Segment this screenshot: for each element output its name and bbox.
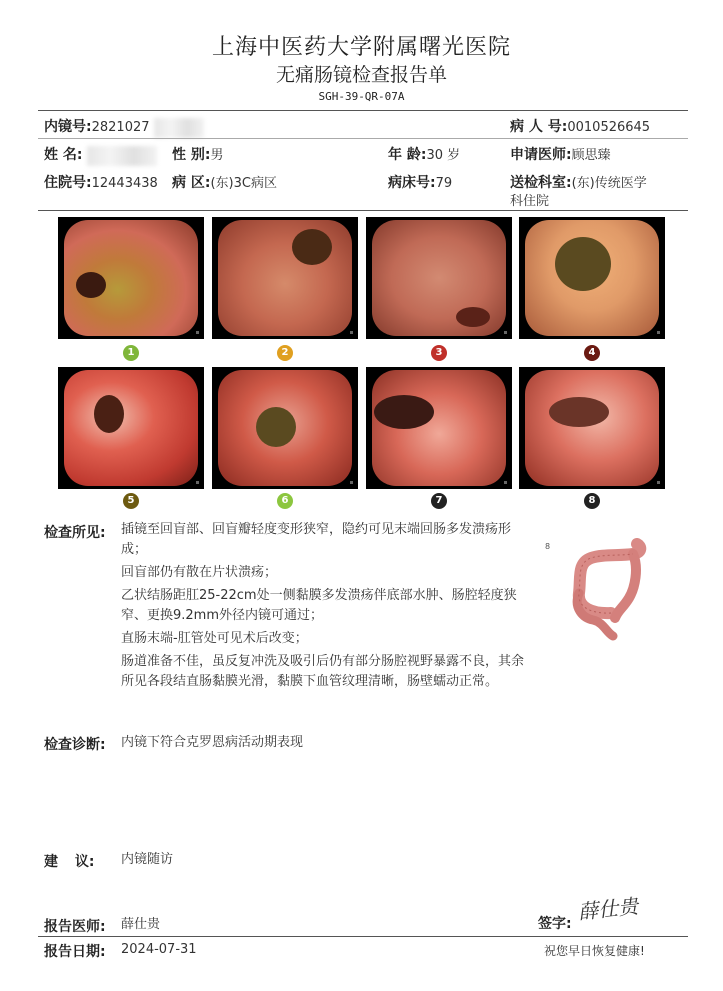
wish-text: 祝您早日恢复健康! [544,944,645,958]
image-number-2: 2 [277,345,293,361]
requesting-doctor-label: 申请医师: [510,147,572,163]
name-redacted [87,146,157,166]
form-code: SGH-39-QR-07A [318,90,405,103]
bed-field [388,172,452,192]
bed: 79 [435,176,453,191]
image-number-3: 3 [431,345,447,361]
report-date: 2024-07-31 [121,942,197,957]
finding-line: 肠道准备不佳，虽反复冲洗及吸引后仍有部分肠腔视野暴露不良，其余所见各段结直肠黏膜光滑，黏膜下血管纹理清晰，肠壁蠕动正常。 [121,654,525,689]
report-date-label: 报告日期: [44,944,106,960]
redaction-blur [154,118,204,138]
endoscopy-image-3 [366,217,512,339]
endoscopy-no: 2821027 [91,120,150,135]
image-number-7: 7 [431,493,447,509]
endoscopy-image-8 [519,367,665,489]
endoscopy-image-7 [366,367,512,489]
finding-line: 乙状结肠距肛25-22cm处一侧黏膜多发溃疡伴底部水肿、肠腔轻度狭窄、更换9.2mm外径内镜可通过； [121,588,517,623]
advice-text: 内镜随访 [121,852,174,867]
sex-label: 性 别: [172,147,211,163]
signature-label: 签字: [538,916,572,932]
bed-label: 病床号: [388,175,436,191]
admission-no: 12443438 [91,176,158,191]
info-divider [38,138,688,139]
ward-field [172,172,277,192]
sex: 男 [210,148,224,163]
report-title: 无痛肠镜检查报告单 [275,64,447,86]
image-number-8: 8 [584,493,600,509]
finding-line: 回盲部仍有散在片状溃疡； [121,565,278,580]
findings-text [121,520,531,695]
image-number-5: 5 [123,493,139,509]
age: 30 岁 [426,148,461,163]
age-label: 年 龄: [388,147,427,163]
report-doctor: 薛仕贵 [121,917,161,932]
endoscopy-image-4 [519,217,665,339]
requesting-doctor-field [510,144,611,164]
findings-label: 检查所见: [44,525,106,541]
finding-line: 插镜至回盲部、回盲瓣轻度变形狭窄，隐约可见末端回肠多发溃疡形成； [121,522,512,557]
ward: (东)3C病区 [210,176,277,191]
image-number-6: 6 [277,493,293,509]
patient-id: 0010526645 [567,120,651,135]
patient-id-label: 病 人 号: [510,119,568,135]
age-field [388,144,460,164]
patient-id-field [510,116,650,136]
finding-line: 直肠末端-肛管处可见术后改变； [121,631,308,646]
admission-no-field [44,172,158,192]
dept-line1: (东)传统医学 [571,176,647,191]
colon-figure-label: 8 [545,542,551,551]
ward-label: 病 区: [172,175,211,191]
endoscopy-image-5 [58,367,204,489]
image-number-4: 4 [584,345,600,361]
endoscopy-image-6 [212,367,358,489]
name-label: 姓 名: [44,147,83,163]
colon-diagram-icon [563,538,653,643]
diagnosis-text: 内镜下符合克罗恩病活动期表现 [121,735,304,750]
signature: 薛仕贵 [577,893,640,925]
report-doctor-label: 报告医师: [44,919,106,935]
endoscopy-image-1 [58,217,204,339]
endoscopy-no-field [44,116,204,138]
dept-line2-text: 科住院 [510,194,550,209]
name-field [44,144,157,166]
header-divider [38,110,688,111]
advice-label: 建 议: [44,854,95,870]
image-number-1: 1 [123,345,139,361]
info-bottom-divider [38,210,688,211]
endoscopy-image-2 [212,217,358,339]
dept-field [510,172,647,192]
endoscopy-no-label: 内镜号: [44,119,92,135]
footer-divider [38,936,688,937]
admission-no-label: 住院号: [44,175,92,191]
dept-line2 [510,190,549,209]
sex-field [172,144,224,164]
diagnosis-label: 检查诊断: [44,737,106,753]
hospital-name: 上海中医药大学附属曙光医院 [211,35,511,60]
requesting-doctor: 顾思臻 [571,148,611,163]
dept-label: 送检科室: [510,175,572,191]
